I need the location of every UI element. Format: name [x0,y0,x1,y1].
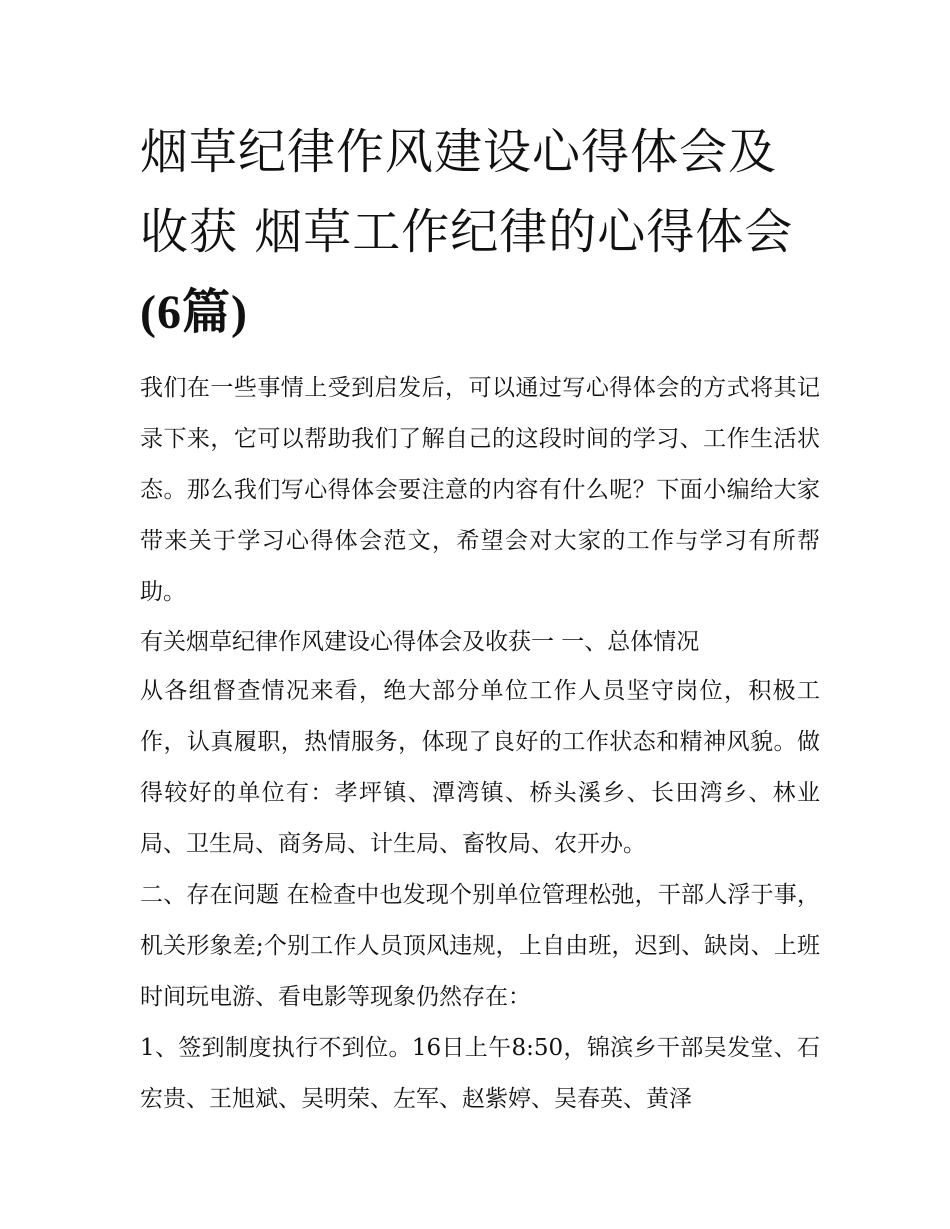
signin-paragraph: 1、签到制度执行不到位。16日上午8:50，锦滨乡干部吴发堂、石宏贵、王旭斌、吴明荣、左军、赵紫婷、吴春英、黄泽 [140,1035,820,1112]
intro-paragraph: 我们在一些事情上受到启发后，可以通过写心得体会的方式将其记录下来，它可以帮助我们了解自己的这段时间的学习、工作生活状态。那么我们写心得体会要注意的内容有什么呢？下面小编给大家带来关于学习心得体会范文，希望会对大家的工作与学习有所帮助。 [140,375,820,605]
section-heading: 有关烟草纪律作风建设心得体会及收获一 一、总体情况 [140,629,700,655]
title-suffix: (6篇) [140,286,248,339]
document-title [140,112,820,353]
document-page [140,112,820,1125]
overview-paragraph: 从各组督查情况来看，绝大部分单位工作人员坚守岗位，积极工作，认真履职，热情服务，体现了良好的工作状态和精神风貌。做得较好的单位有：孝坪镇、潭湾镇、桥头溪乡、长田湾乡、林业局、卫生局、商务局、计生局、畜牧局、农开办。 [140,678,820,857]
problems-paragraph: 二、存在问题 在检查中也发现个别单位管理松弛，干部人浮于事，机关形象差;个别工作人员顶风违规，上自由班，迟到、缺岗、上班时间玩电游、看电影等现象仍然存在： [140,882,820,1010]
title-text: 烟草纪律作风建设心得体会及收获 烟草工作纪律的心得体会 [140,124,794,260]
